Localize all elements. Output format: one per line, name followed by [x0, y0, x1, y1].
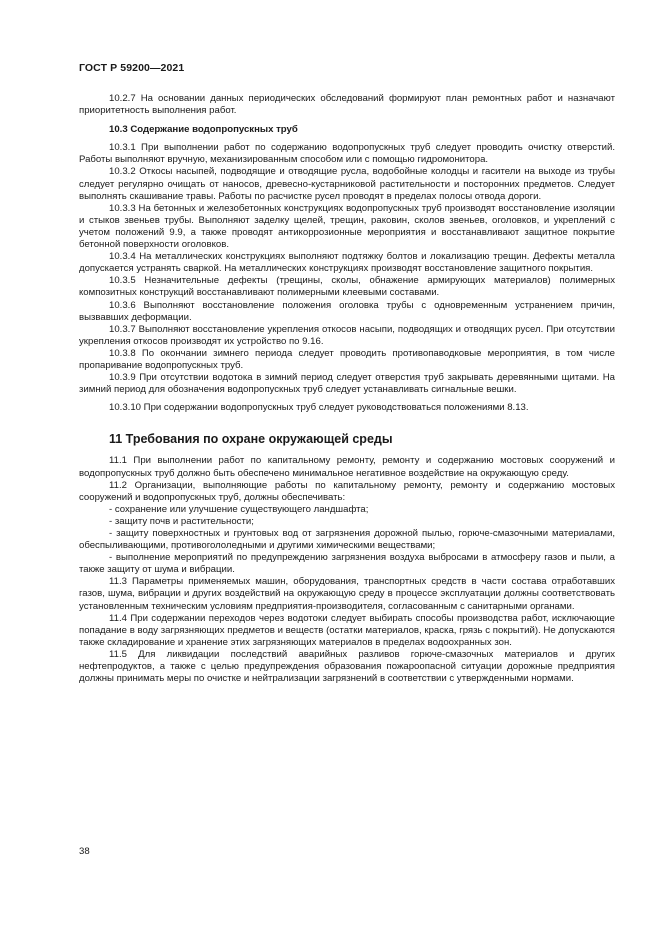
paragraph-11-4: 11.4 При содержании переходов через водотоки следует выбирать способы производства работ, исключающие попадание в воду загрязняющих предметов и веществ (остатки материалов, краска, грязь с покрытий). Не допускаются также складирование и хранение этих загрязняющих материалов в пределах водоохранных зон. [79, 612, 615, 648]
paragraph-10-3-1: 10.3.1 При выполнении работ по содержанию водопропускных труб следует проводить очистку отверстий. Работы выполняют вручную, механизированным способом или с помощью гидромонитора. [79, 142, 615, 166]
list-item: - выполнение мероприятий по предупреждению загрязнения воздуха выбросами в атмосферу газов и пыли, а также защиту от шума и вибрации. [79, 552, 615, 576]
paragraph-10-3-5: 10.3.5 Незначительные дефекты (трещины, сколы, обнажение армирующих материалов) полимерных композитных конструкций восстанавливают полимерными клеевыми составами. [79, 275, 615, 299]
paragraph-10-3-3: 10.3.3 На бетонных и железобетонных конструкциях водопропускных труб производят восстановление изоляции и стыков звеньев трубы. Выполняют заделку щелей, трещин, раковин, сколов звеньев, оголовков, и укреплений с учетом положений 9.9, а также проводят антикоррозионные мероприятия и восстанавливают защитное покрытие бетонной поверхности оголовков. [79, 202, 615, 251]
subsection-heading-10-3: 10.3 Содержание водопропускных труб [109, 124, 298, 136]
list-item: - защиту поверхностных и грунтовых вод от загрязнения дорожной пылью, горюче-смазочными материалами, обеспыливающими, противогололедными и другими химическими веществами; [79, 528, 615, 552]
paragraph-11-3: 11.3 Параметры применяемых машин, оборудования, транспортных средств в части состава отработавших газов, шума, вибрации и других воздействий на окружающую среду в процессе эксплуатации должны соответствовать установленным техническим условиям предприятия-производителя, согласованным с санитарными органами. [79, 576, 615, 612]
list-item: - сохранение или улучшение существующего ландшафта; [109, 503, 369, 515]
page-number: 38 [79, 846, 90, 857]
paragraph-11-2: 11.2 Организации, выполняющие работы по капитальному ремонту, ремонту и содержанию мостовых сооружений и водопропускных труб, должны обеспечивать: [79, 479, 615, 503]
list-item: - защиту почв и растительности; [109, 515, 254, 527]
paragraph-10-3-2: 10.3.2 Откосы насыпей, подводящие и отводящие русла, водобойные колодцы и гасители на выходе из трубы следует регулярно очищать от наносов, древесно-кустарниковой растительности и посторонних предметов. Следует выполнять скашивание травы. Работы по расчистке русел проводят в пределах полосы отвода дороги. [79, 166, 615, 202]
paragraph-11-1: 11.1 При выполнении работ по капитальному ремонту, ремонту и содержанию мостовых сооружений и водопропускных труб должно быть обеспечено минимальное негативное воздействие на окружающую среду. [79, 455, 615, 479]
paragraph-10-3-4: 10.3.4 На металлических конструкциях выполняют подтяжку болтов и локализацию трещин. Дефекты металла допускается устранять сваркой. На металлических конструкциях производят восстановление защитного покрытия. [79, 251, 615, 275]
paragraph-11-5: 11.5 Для ликвидации последствий аварийных разливов горюче-смазочных материалов и других нефтепродуктов, а также с целью предупреждения образования пожароопасной ситуации дорожные предприятия должны принимать меры по очистке и нейтрализации загрязнений в соответствии с утвержденными нормами. [79, 648, 615, 685]
paragraph-10-3-10: 10.3.10 При содержании водопропускных труб следует руководствоваться положениями 8.13. [109, 402, 529, 414]
section-heading-11: 11 Требования по охране окружающей среды [109, 432, 393, 447]
document-header: ГОСТ Р 59200—2021 [79, 62, 185, 74]
paragraph-10-3-8: 10.3.8 По окончании зимнего периода следует проводить противопаводковые мероприятия, в том числе пропаривание водопропускных труб. [79, 347, 615, 371]
page-body [79, 93, 615, 685]
paragraph-10-3-7: 10.3.7 Выполняют восстановление укрепления откосов насыпи, подводящих и отводящих русел. При отсутствии укрепления откосов производят их устройство по 9.16. [79, 323, 615, 347]
paragraph-10-3-6: 10.3.6 Выполняют восстановление положения оголовка трубы с одновременным устранением причин, вызвавших деформации. [79, 299, 615, 323]
paragraph-10-3-9: 10.3.9 При отсутствии водотока в зимний период следует отверстия труб закрывать деревянными щитами. На зимний период для обозначения водопропускных труб следует устанавливать сигнальные вешки. [79, 372, 615, 396]
paragraph-10-2-7: 10.2.7 На основании данных периодических обследований формируют план ремонтных работ и назначают приоритетность выполнения работ. [79, 93, 615, 117]
